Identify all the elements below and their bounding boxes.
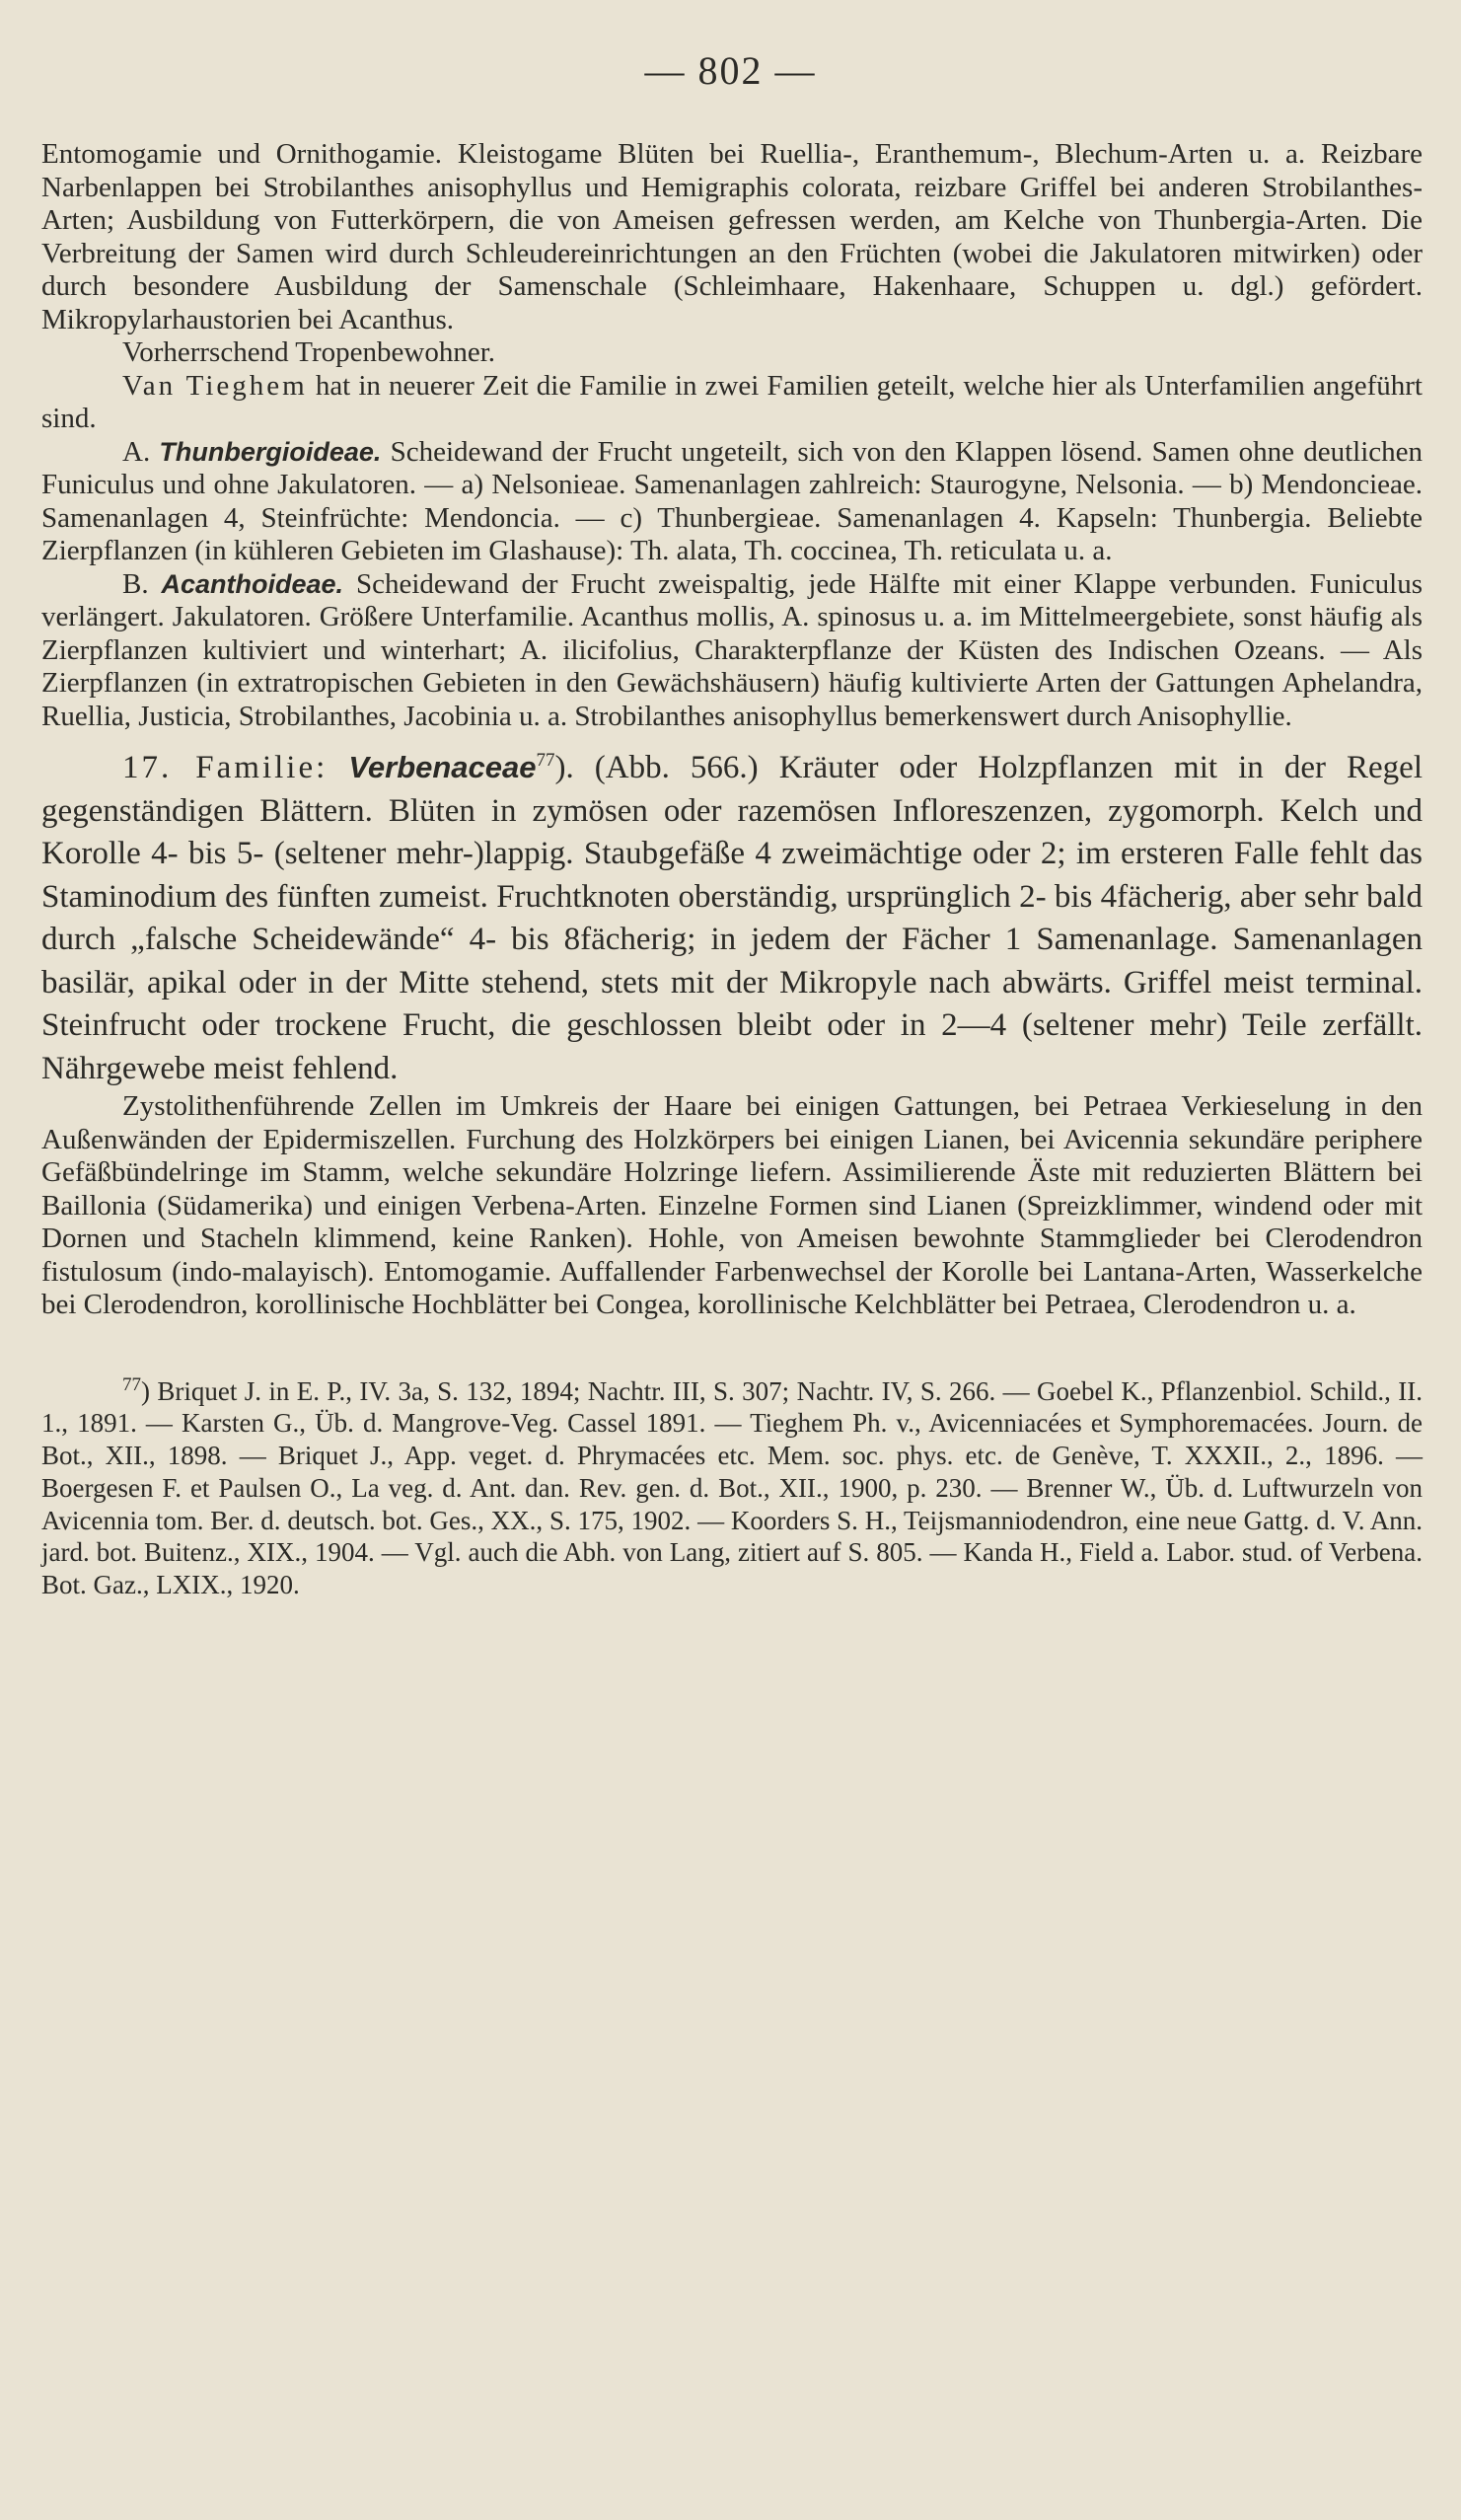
subfamily-a-paragraph <box>41 436 1423 568</box>
subfamily-b-label: B. <box>122 567 149 600</box>
footnote-text: ) Briquet J. in E. P., IV. 3a, S. 132, 1894; Nachtr. III, S. 307; Nachtr. IV, S. 266. — Goebel K., Pflanzenbiol. Schild., II. 1., 1891. — Karsten G., Üb. d. Mangrove-Veg. Cassel 1891. — Tieghem Ph. v., Avicenniacées et Symphoremacées. Journ. de Bot., XII., 1898. — Briquet J., App. veget. d. Phrymacées etc. Mem. soc. phys. etc. de Genève, T. XXXII., 2., 1896. — Boergesen F. et Paulsen O., La veg. d. Ant. dan. Rev. gen. d. Bot., XII., 1900, p. 230. — Brenner W., Üb. d. Luftwurzeln von Avicennia tom. Ber. d. deutsch. bot. Ges., XX., S. 175, 1902. — Koorders S. H., Teijsmanniodendron, eine neue Gattg. d. V. Ann. jard. bot. Buitenz., XIX., 1904. — Vgl. auch die Abh. von Lang, zitiert auf S. 805. — Kanda H., Field a. Labor. stud. of Verbena. Bot. Gaz., LXIX., 1920. <box>41 1375 1423 1600</box>
family-description: ). (Abb. 566.) Kräuter oder Holzpflanzen mit in der Regel gegenständigen Blättern. Blüten in zymösen oder razemösen Infloreszenzen, zygomorph. Kelch und Korolle 4- bis 5- (seltener mehr-)lappig. Staubgefäße 4 zweimächtige oder 2; im ersteren Falle fehlt das Staminodium des fünften zumeist. Fruchtknoten oberständig, ursprünglich 2- bis 4fächerig, aber sehr bald durch „falsche Scheidewände“ 4- bis 8fächerig; in jedem der Fächer 1 Samenanlage. Samenanlagen basilär, apikal oder in der Mitte stehend, stets mit der Mikropyle nach abwärts. Griffel meist terminal. Steinfrucht oder trockene Frucht, die geschlossen bleibt oder in 2—4 (seltener mehr) Teile zerfällt. Nährgewebe meist fehlend. <box>41 750 1423 1086</box>
footnote-paragraph <box>41 1370 1423 1602</box>
page-number: — 802 — <box>644 48 817 93</box>
subfamily-a-text: Scheidewand der Frucht ungeteilt, sich von den Klappen lösend. Samen ohne deutlichen Funiculus und ohne Jakulatoren. — a) Nelsonieae. Samenanlagen zahlreich: Staurogyne, Nelsonia. — b) Mendoncieae. Samenanlagen 4, Steinfrüchte: Mendoncia. — c) Thunbergieae. Samenanlagen 4. Kapseln: Thunbergia. Beliebte Zierpflanzen (in kühleren Gebieten im Glashause): Th. alata, Th. coccinea, Th. reticulata u. a. <box>41 435 1424 566</box>
family-section <box>41 739 1423 1090</box>
subfamily-b-name: Acanthoideae. <box>161 568 344 599</box>
subfamily-a-name: Thunbergioideae. <box>159 436 382 467</box>
intro-paragraph: Entomogamie und Ornithogamie. Kleistogame Blüten bei Ruellia-, Eranthemum-, Blechum-Arten u. a. Reizbare Narbenlappen bei Strobilanthes anisophyllus und Hemigraphis colorata, reizbare Griffel bei anderen Strobilanthes-Arten; Ausbildung von Futterkörpern, die von Ameisen gefressen werden, am Kelche von Thunbergia-Arten. Die Verbreitung der Samen wird durch Schleudereinrichtungen an den Früchten (wobei die Jakulatoren mitwirken) oder durch besondere Ausbildung der Samenschale (Schleimhaare, Hakenhaare, Schuppen u. dgl.) gefördert. Mikropylarhaustorien bei Acanthus. <box>41 138 1423 335</box>
footnote <box>41 1370 1423 1602</box>
tieghem-paragraph <box>41 370 1423 436</box>
footnote-reference[interactable]: 77 <box>536 750 555 771</box>
family-prefix: 17. Familie: <box>122 750 329 785</box>
subfamily-b-paragraph <box>41 568 1423 734</box>
footnote-mark: 77 <box>122 1373 141 1395</box>
tropen-paragraph: Vorherrschend Tropenbewohner. <box>122 336 496 368</box>
family-paragraph <box>41 739 1423 1090</box>
subfamily-b-text: Scheidewand der Frucht zweispaltig, jede Hälfte mit einer Klappe verbunden. Funiculus verlängert. Jakulatoren. Größere Unterfamilie. Acanthus mollis, A. spinosus u. a. im Mittelmeergebiete, sonst häufig als Zierpflanzen kultiviert und winterhart; A. ilicifolius, Charakterpflanze der Küsten des Indischen Ozeans. — Als Zierpflanzen (in extratropischen Gebieten in den Gewächshäusern) häufig kultivierte Arten der Gattungen Aphelandra, Ruellia, Justicia, Strobilanthes, Jacobinia u. a. Strobilanthes anisophyllus bemerkenswert durch Anisophyllie. <box>41 567 1423 732</box>
tieghem-text: hat in neuerer Zeit die Familie in zwei Familien geteilt, welche hier als Unterfamilien angeführt sind. <box>41 369 1423 434</box>
author-name: Van Tieghem <box>122 369 308 402</box>
anatomy-paragraph: Zystolithenführende Zellen im Umkreis der Haare bei einigen Gattungen, bei Petraea Verkieselung in den Außenwänden der Epidermiszellen. Furchung des Holzkörpers bei einigen Lianen, bei Avicennia sekundäre periphere Gefäßbündelringe im Stamm, welche sekundäre Holzringe liefern. Assimilierende Äste mit reduzierten Blättern bei Baillonia (Südamerika) und einigen Verbena-Arten. Einzelne Formen sind Lianen (Spreizklimmer, windend oder mit Dornen und Stacheln klimmend, keine Ranken). Hohle, von Ameisen bewohnte Stammglieder bei Clerodendron fistulosum (indo-malayisch). Entomogamie. Auffallender Farbenwechsel der Korolle bei Lantana-Arten, Wasserkelche bei Clerodendron, korollinische Hochblätter bei Congea, korollinische Kelchblätter bei Petraea, Clerodendron u. a. <box>41 1090 1423 1320</box>
body-text <box>41 138 1423 1601</box>
family-name: Verbenaceae <box>348 750 537 784</box>
subfamily-a-label: A. <box>122 435 151 468</box>
